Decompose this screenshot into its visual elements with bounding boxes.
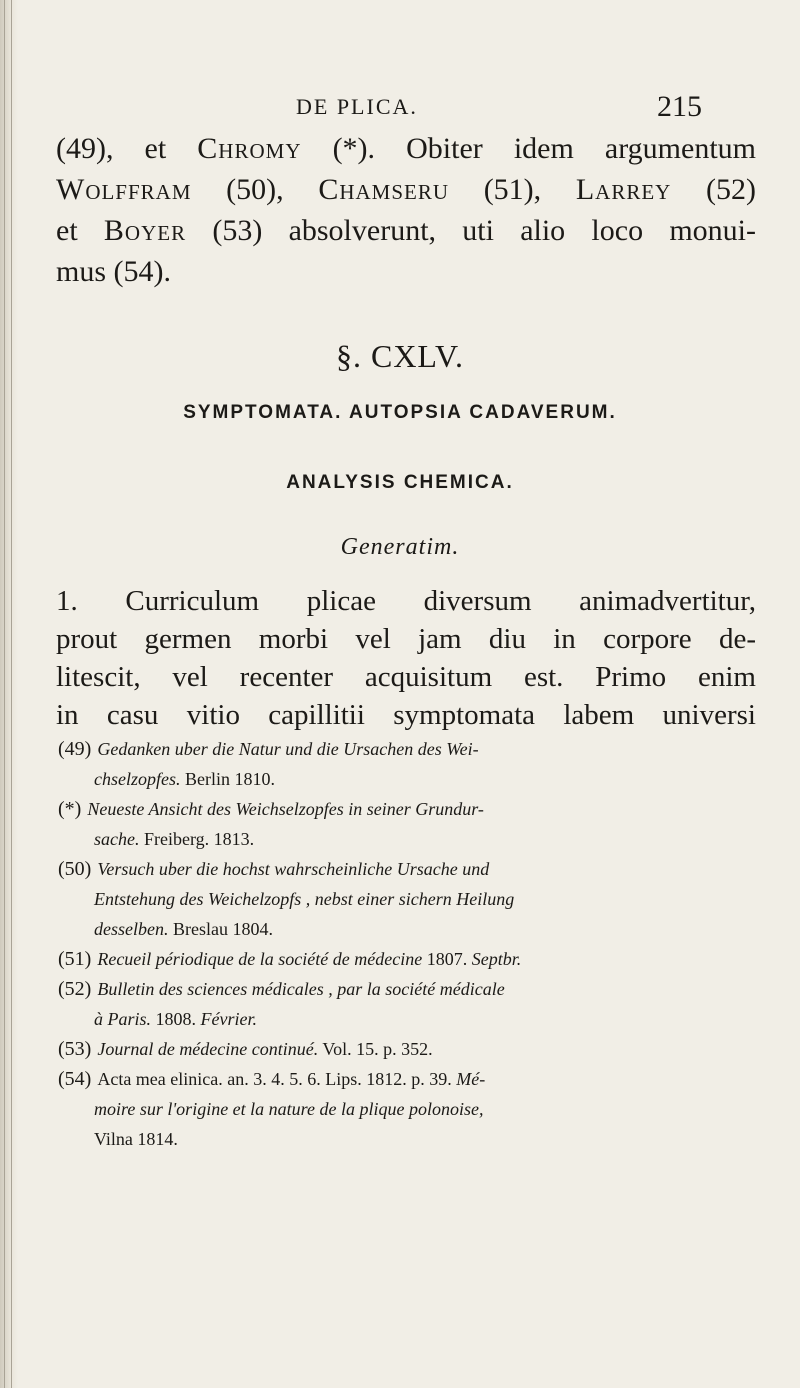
section-number: §. CXLV. xyxy=(335,338,465,374)
section-heading: SYMPTOMATA. AUTOPSIA CADAVERUM. xyxy=(183,402,617,423)
footnote-star: (*) Neueste Ansicht des Weichselzopfes in seiner Grundur- sache. Freiberg. 1813. xyxy=(58,798,484,849)
author-name: Boyer xyxy=(103,214,187,247)
footnote-mark: (51) xyxy=(58,948,92,970)
footnote-mark: (*) xyxy=(58,798,82,820)
author-name: Chromy xyxy=(197,132,302,165)
footnote-mark: (53) xyxy=(58,1038,92,1060)
footnote-mark: (50) xyxy=(58,858,92,880)
section-subheading: ANALYSIS CHEMICA. xyxy=(286,472,514,493)
footnote-mark: (49) xyxy=(58,738,92,760)
footnote-mark: (54) xyxy=(58,1068,92,1090)
author-name: Chamseru xyxy=(318,173,450,206)
text-line: (49), et Chromy (*). Obiter idem argumentum xyxy=(56,132,756,165)
italic-subheading: Generatim. xyxy=(340,534,460,560)
text-line: litescit, vel recenter acquisitum est. Primo enim xyxy=(56,661,756,693)
text-line: 1. Curriculum plicae diversum animadvertitur, xyxy=(56,585,756,617)
running-title: DE PLICA. xyxy=(296,94,418,119)
gutter-line xyxy=(11,0,12,1388)
page-gutter xyxy=(0,0,18,1388)
text-line: et Boyer (53) absolverunt, uti alio loco monui- xyxy=(56,214,756,247)
footnote-50: (50) Versuch uber die hochst wahrscheinliche Ursache und Entstehung des Weichelzopfs , nebst einer sichern Heilung desselben. Breslau 1804. xyxy=(58,858,515,939)
footnote-mark: (52) xyxy=(58,978,92,1000)
author-name: Wolffram xyxy=(56,173,192,206)
author-name: Larrey xyxy=(575,173,672,206)
footnote-54: (54) Acta mea elinica. an. 3. 4. 5. 6. Lips. 1812. p. 39. Mé- moire sur l'origine et la nature de la plique polonoise, Vilna 1814. xyxy=(58,1068,486,1149)
text-line: prout germen morbi vel jam diu in corpore de- xyxy=(56,623,756,655)
footnote-51: (51) Recueil périodique de la société de médecine 1807. Septbr. xyxy=(58,948,522,970)
footnotes xyxy=(58,734,752,1154)
paragraph-1 xyxy=(56,582,756,734)
footnote-53: (53) Journal de médecine continué. Vol. 15. p. 352. xyxy=(58,1038,433,1060)
text-line: in casu vitio capillitii symptomata labem universi xyxy=(56,699,756,731)
footnote-52: (52) Bulletin des sciences médicales , par la société médicale à Paris. 1808. Février. xyxy=(58,978,505,1029)
text-line: Wolffram (50), Chamseru (51), Larrey (52) xyxy=(56,173,756,206)
running-head xyxy=(0,90,800,126)
footnote-49: (49) Gedanken uber die Natur und die Ursachen des Wei- chselzopfes. Berlin 1810. xyxy=(58,738,479,789)
gutter-line xyxy=(4,0,5,1388)
page-number: 215 xyxy=(657,90,702,123)
opening-text xyxy=(56,128,756,292)
text-line: mus (54). xyxy=(56,255,171,288)
